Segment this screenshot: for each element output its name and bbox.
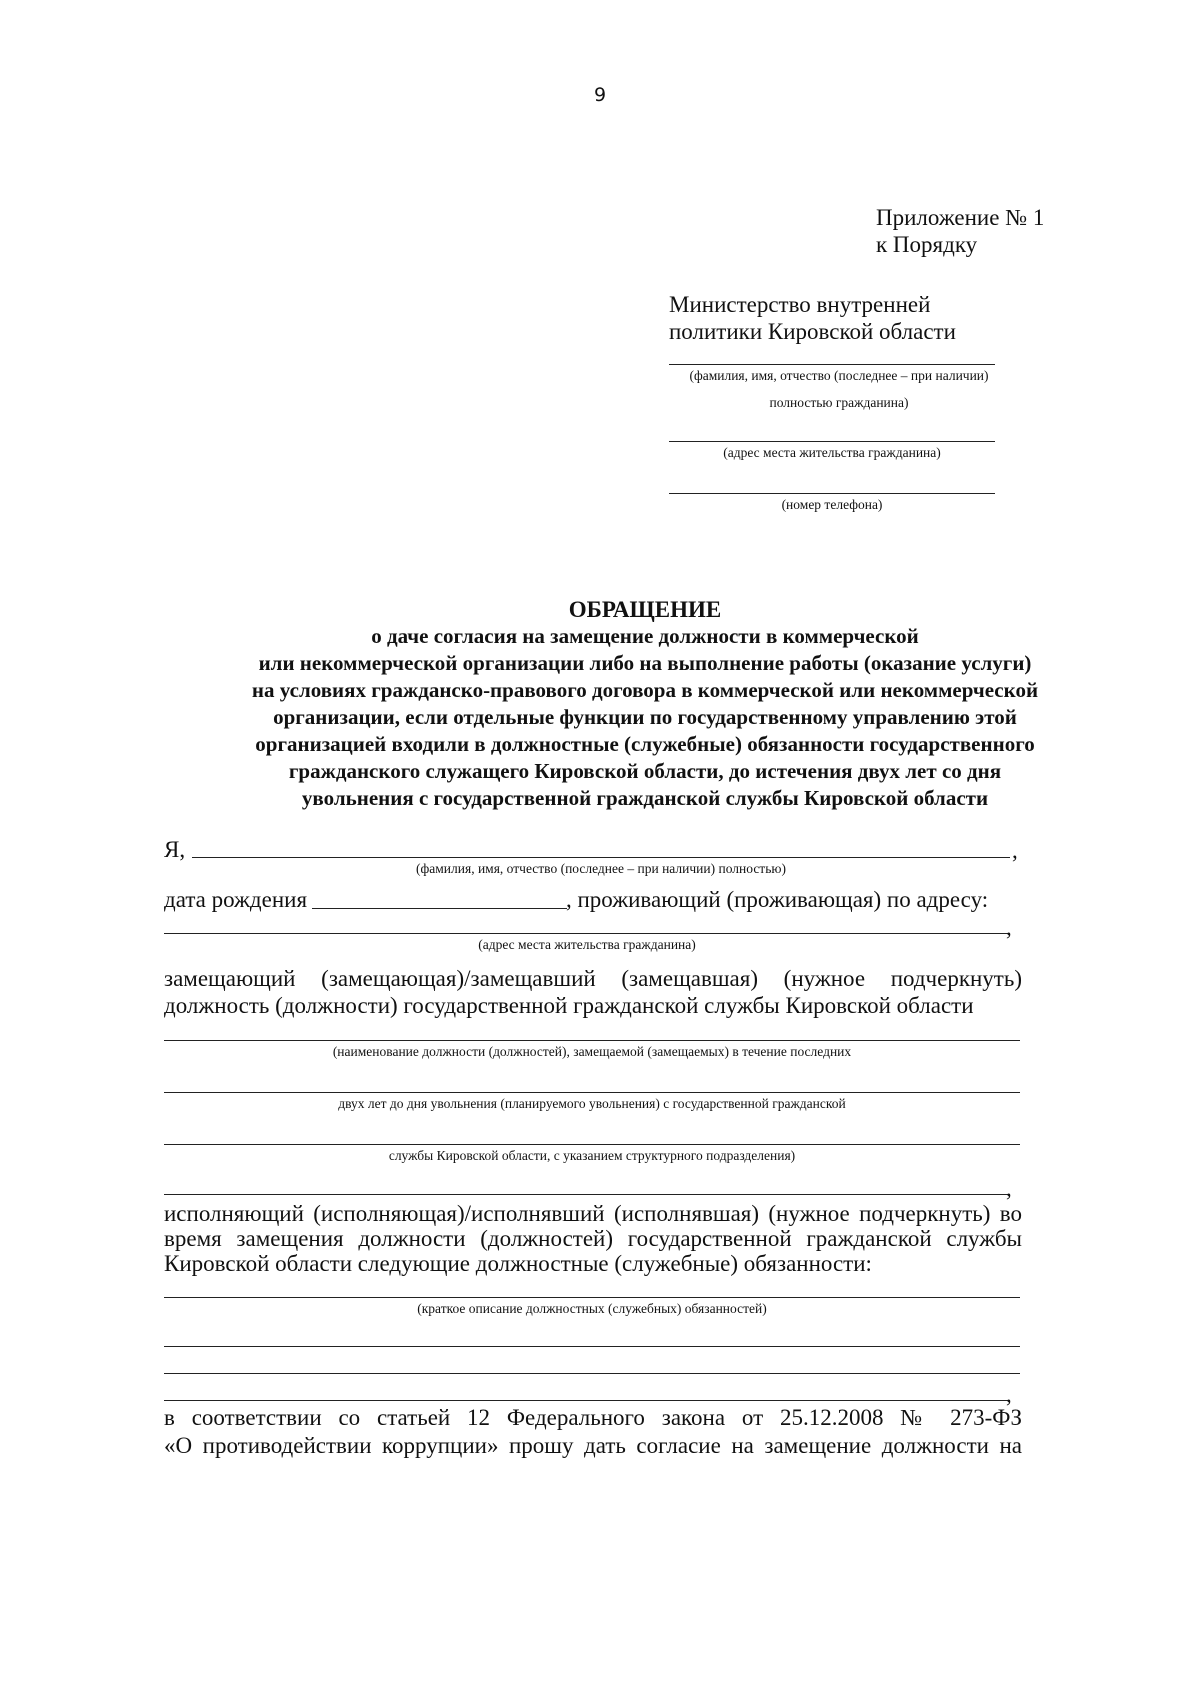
addressee-line1: Министерство внутренней <box>669 292 931 317</box>
ya-label: Я, <box>164 837 186 862</box>
position-field-line-3 <box>164 1144 1020 1145</box>
applicant-phone-line <box>669 493 995 494</box>
applicant-name-line <box>669 364 995 365</box>
duties-caption: (краткое описание должностных (служебных) обязанностей) <box>417 1301 767 1316</box>
addressee-line2: политики Кировской области <box>669 319 956 344</box>
residing-label: , проживающий (проживающая) по адресу: <box>566 887 989 912</box>
document-heading: ОБРАЩЕНИЕ <box>568 597 722 622</box>
title-line-3: на условиях гражданско-правового договора в коммерческой или некоммерческой <box>251 678 1039 702</box>
title-line-1: о даче согласия на замещение должности в коммерческой <box>371 624 919 648</box>
duties-field-line-1 <box>164 1297 1020 1298</box>
position-caption-3: службы Кировской области, с указанием структурного подразделения) <box>388 1148 796 1163</box>
position-field-line-1 <box>164 1040 1020 1041</box>
full-name-comma: , <box>1012 838 1018 863</box>
applicant-phone-caption: (номер телефона) <box>781 497 883 512</box>
duties-line-1: исполняющий (исполняющая)/исполнявший (исполнявшая) (нужное подчеркнуть) во <box>164 1201 1022 1226</box>
title-line-6: гражданского служащего Кировской области, до истечения двух лет со дня <box>288 759 1002 783</box>
duties-field-line-3 <box>164 1373 1020 1374</box>
applicant-name-caption-2: полностью гражданина) <box>769 395 909 410</box>
title-line-7: увольнения с государственной гражданской службы Кировской области <box>301 786 989 810</box>
position-line-2: должность (должности) государственной гражданской службы Кировской области <box>164 993 974 1018</box>
appendix-order: к Порядку <box>876 232 978 257</box>
law-line-1: в соответствии со статьей 12 Федерального закона от 25.12.2008 № 273-ФЗ <box>164 1405 1022 1430</box>
residence-address-caption: (адрес места жительства гражданина) <box>478 937 696 952</box>
position-caption-2: двух лет до дня увольнения (планируемого увольнения) с государственной гражданской <box>338 1096 846 1111</box>
applicant-address-line <box>669 441 995 442</box>
position-line-1: замещающий (замещающая)/замещавший (замещавшая) (нужное подчеркнуть) <box>164 966 1022 991</box>
position-field-line-2 <box>164 1092 1020 1093</box>
duties-field-line-4 <box>164 1400 1010 1401</box>
applicant-address-caption: (адрес места жительства гражданина) <box>723 445 941 460</box>
duties-field-line-2 <box>164 1346 1020 1347</box>
birth-date-line <box>312 908 567 909</box>
position-field-line-4 <box>164 1194 1010 1195</box>
applicant-name-caption-1: (фамилия, имя, отчество (последнее – при наличии) <box>689 368 989 383</box>
duties-line-3: Кировской области следующие должностные (служебные) обязанности: <box>164 1251 872 1276</box>
title-line-2: или некоммерческой организации либо на выполнение работы (оказание услуги) <box>258 651 1032 675</box>
appendix-label: Приложение № 1 <box>876 205 1045 230</box>
full-name-caption: (фамилия, имя, отчество (последнее – при наличии) полностью) <box>416 861 786 876</box>
position-caption-1: (наименование должности (должностей), замещаемой (замещаемых) в течение последних <box>332 1044 852 1059</box>
title-line-4: организации, если отдельные функции по государственному управлению этой <box>273 705 1017 729</box>
address-comma: , <box>1006 915 1012 940</box>
position-comma: , <box>1006 1176 1012 1201</box>
document-title-block <box>170 596 1120 812</box>
duties-comma: , <box>1006 1382 1012 1407</box>
residence-address-line <box>164 933 1010 934</box>
duties-line-2: время замещения должности (должностей) государственной гражданской службы <box>164 1226 1022 1251</box>
birth-date-label: дата рождения <box>164 887 308 912</box>
full-name-line <box>192 857 1010 858</box>
law-line-2: «О противодействии коррупции» прошу дать согласие на замещение должности на <box>164 1433 1022 1458</box>
title-line-5: организацией входили в должностные (служебные) обязанности государственного <box>255 732 1035 756</box>
page-number: 9 <box>593 84 607 106</box>
